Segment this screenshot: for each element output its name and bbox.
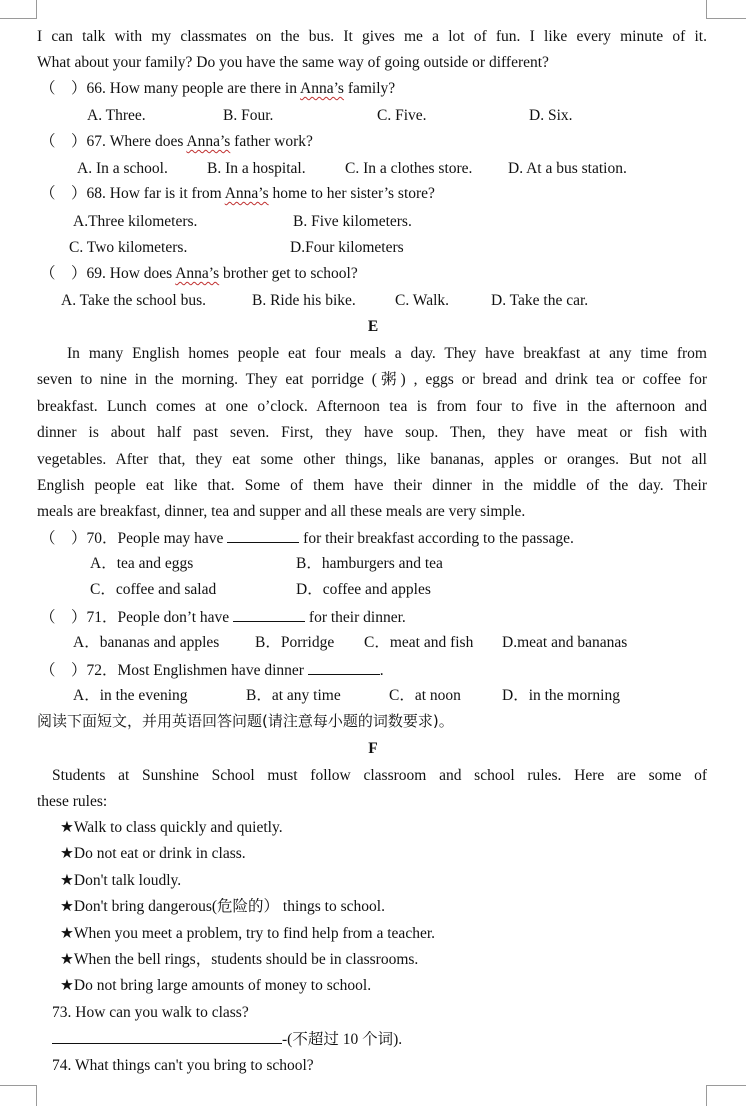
option-a: A．tea and eggs	[90, 555, 194, 572]
crop-mark-top-left	[0, 0, 37, 19]
word-limit-note: -(不超过 10 个词).	[282, 1031, 403, 1048]
crop-mark-bottom-right	[706, 1085, 746, 1106]
option-b: B．Porridge	[255, 634, 335, 651]
proper-noun: Anna’s	[224, 185, 269, 202]
answer-blank[interactable]	[52, 1029, 282, 1044]
rule-item: ★Do not bring large amounts of money to school.	[60, 977, 372, 994]
question-68: （ ）68. How far is it from Anna’s home to her sister’s store?	[40, 185, 435, 202]
option-d: D.meat and bananas	[502, 634, 628, 651]
passage-line: these rules:	[37, 793, 108, 810]
answer-bracket: （ ）	[40, 662, 87, 679]
question-69: （ ）69. How does Anna’s brother get to school?	[40, 265, 358, 282]
option-b: B. Ride his bike.	[252, 292, 356, 309]
answer-bracket: （ ）	[40, 265, 87, 282]
option-c: C．coffee and salad	[90, 581, 217, 598]
section-heading-e: E	[367, 318, 379, 335]
passage-line: English people eat like that. Some of them have their dinner in the middle of the day. Their	[37, 477, 707, 494]
answer-line-73	[52, 1029, 402, 1050]
option-c: C. Two kilometers.	[69, 239, 188, 256]
passage-line: seven to nine in the morning. They eat porridge (粥) , eggs or bread and drink tea or coffee for	[37, 371, 707, 388]
question-71: （ ）71．People don’t have for their dinner.	[40, 609, 406, 626]
option-d: D．in the morning	[502, 687, 620, 704]
option-a: A. Take the school bus.	[61, 292, 206, 309]
answer-bracket: （ ）	[40, 185, 87, 202]
rule-item: ★Do not eat or drink in class.	[60, 845, 246, 862]
option-b: B. Five kilometers.	[293, 213, 412, 230]
option-b: B. Four.	[223, 107, 274, 124]
option-a: A.Three kilometers.	[73, 213, 198, 230]
question-66: （ ）66. How many people are there in Anna’s family?	[40, 80, 396, 97]
passage-line: breakfast. Lunch comes at one o’clock. Afternoon tea is from four to five in the afternoon and	[37, 398, 707, 415]
option-d: D. Six.	[529, 107, 573, 124]
question-67: （ ）67. Where does Anna’s father work?	[40, 133, 313, 150]
answer-blank[interactable]	[308, 660, 380, 675]
answer-bracket: （ ）	[40, 609, 87, 626]
rule-item: ★When you meet a problem, try to find help from a teacher.	[60, 925, 436, 942]
proper-noun: Anna’s	[175, 265, 220, 282]
proper-noun: Anna’s	[300, 80, 344, 97]
instruction-text: 阅读下面短文，并用英语回答问题(请注意每小题的词数要求)。	[37, 712, 454, 730]
option-c: C．at noon	[389, 687, 461, 704]
rule-item: ★Don't bring dangerous(危险的） things to school.	[60, 898, 385, 915]
answer-blank[interactable]	[227, 528, 299, 543]
option-a: A．in the evening	[73, 687, 188, 704]
option-c: C. Walk.	[395, 292, 450, 309]
passage-line: meals are breakfast, dinner, tea and supper and all these meals are very simple.	[37, 503, 526, 520]
option-d: D．coffee and apples	[296, 581, 431, 598]
rule-item: ★When the bell rings，students should be in classrooms.	[60, 951, 419, 968]
option-c: C．meat and fish	[364, 634, 474, 651]
question-72: （ ）72．Most Englishmen have dinner .	[40, 662, 384, 679]
answer-blank[interactable]	[233, 607, 305, 622]
option-b: B．at any time	[246, 687, 341, 704]
option-b: B．hamburgers and tea	[296, 555, 443, 572]
rule-item: ★Walk to class quickly and quietly.	[60, 819, 283, 836]
option-d: D. Take the car.	[491, 292, 589, 309]
option-a: A. In a school.	[77, 160, 168, 177]
option-a: A. Three.	[87, 107, 146, 124]
option-c: C. In a clothes store.	[345, 160, 473, 177]
passage-line: What about your family? Do you have the same way of going outside or different?	[37, 54, 549, 71]
option-d: D. At a bus station.	[508, 160, 627, 177]
rule-item: ★Don't talk loudly.	[60, 872, 182, 889]
passage-line: vegetables. After that, they eat some other things, like bananas, apples or oranges. But not all	[37, 451, 707, 468]
passage-line: dinner is about half past seven. First, they have soup. Then, they have meat or fish with	[37, 424, 707, 441]
passage-line: Students at Sunshine School must follow classroom and school rules. Here are some of	[52, 767, 707, 784]
passage-line: In many English homes people eat four meals a day. They have breakfast at any time from	[67, 345, 707, 362]
crop-mark-top-right	[706, 0, 746, 19]
answer-bracket: （ ）	[40, 133, 87, 150]
passage-line: I can talk with my classmates on the bus. It gives me a lot of fun. I like every minute of it.	[37, 28, 707, 45]
option-c: C. Five.	[377, 107, 427, 124]
question-74: 74. What things can't you bring to school?	[52, 1057, 314, 1074]
question-73: 73. How can you walk to class?	[52, 1004, 249, 1021]
answer-bracket: （ ）	[40, 80, 87, 97]
option-a: A．bananas and apples	[73, 634, 220, 651]
crop-mark-bottom-left	[0, 1085, 37, 1106]
proper-noun: Anna’s	[186, 133, 231, 150]
option-b: B. In a hospital.	[207, 160, 306, 177]
answer-bracket: （ ）	[40, 530, 87, 547]
question-70: （ ）70．People may have for their breakfast according to the passage.	[40, 530, 574, 547]
option-d: D.Four kilometers	[290, 239, 404, 256]
section-heading-f: F	[368, 740, 378, 757]
